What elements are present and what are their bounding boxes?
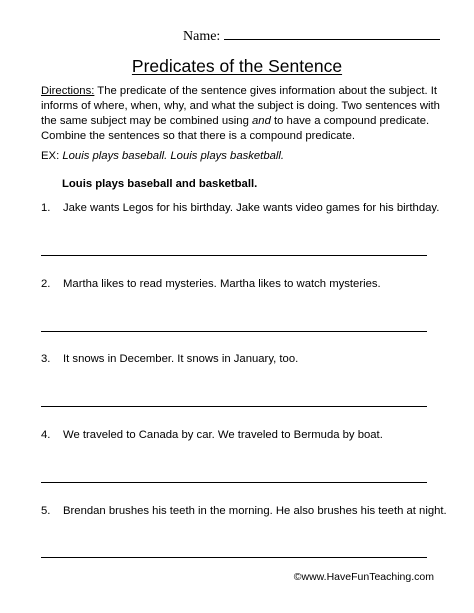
question-number: 1. bbox=[41, 202, 51, 214]
question-1 bbox=[41, 202, 451, 214]
directions-and-word: and bbox=[252, 115, 271, 127]
answer-line-2[interactable] bbox=[41, 331, 427, 332]
example-sentences: Louis plays baseball. Louis plays basketball. bbox=[62, 150, 285, 162]
example-prefix: EX: bbox=[41, 150, 63, 162]
footer-copyright: ©www.HaveFunTeaching.com bbox=[293, 571, 434, 583]
question-number: 5. bbox=[41, 505, 51, 517]
question-number: 2. bbox=[41, 278, 51, 290]
answer-line-5[interactable] bbox=[41, 557, 427, 558]
answer-line-4[interactable] bbox=[41, 482, 427, 483]
example-line bbox=[41, 150, 284, 162]
example-answer: Louis plays baseball and basketball. bbox=[62, 178, 258, 190]
name-blank-line[interactable] bbox=[224, 25, 440, 40]
name-label: Name: bbox=[183, 29, 221, 44]
directions-paragraph bbox=[41, 84, 441, 144]
directions-text-1: The predicate of the sentence gives information about the subject. It informs of where, when, why, and what the subject is doing. Two sentences with the same subject may be combined using bbox=[41, 85, 440, 127]
question-text: Jake wants Legos for his birthday. Jake wants video games for his birthday. bbox=[63, 202, 440, 214]
question-4 bbox=[41, 429, 451, 441]
question-text: Brendan brushes his teeth in the morning. He also brushes his teeth at night. bbox=[63, 505, 447, 517]
question-text: It snows in December. It snows in January, too. bbox=[63, 353, 299, 365]
question-text: We traveled to Canada by car. We traveled to Bermuda by boat. bbox=[63, 429, 383, 441]
directions-text-2: to have a compound predicate. Combine the sentences so that there is a compound predicate. bbox=[41, 115, 430, 142]
name-field-row bbox=[183, 25, 440, 45]
answer-line-3[interactable] bbox=[41, 406, 427, 407]
directions-label: Directions: bbox=[41, 85, 95, 97]
question-text: Martha likes to read mysteries. Martha likes to watch mysteries. bbox=[63, 278, 381, 290]
answer-line-1[interactable] bbox=[41, 255, 427, 256]
question-3 bbox=[41, 353, 451, 365]
question-number: 4. bbox=[41, 429, 51, 441]
question-5 bbox=[41, 505, 451, 517]
question-2 bbox=[41, 278, 451, 290]
question-number: 3. bbox=[41, 353, 51, 365]
worksheet-title: Predicates of the Sentence bbox=[131, 56, 343, 76]
